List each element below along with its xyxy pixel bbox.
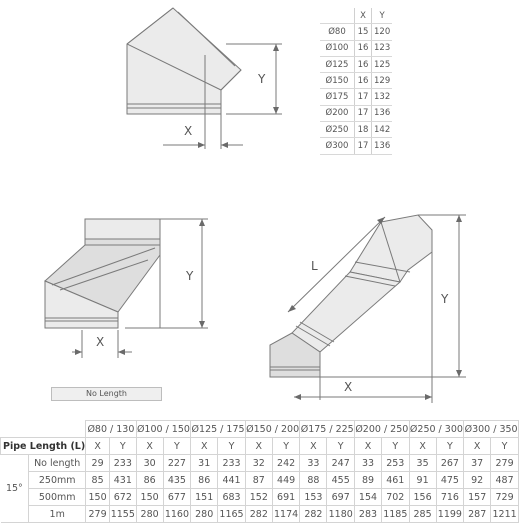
- length-label-cell: 500mm: [29, 489, 86, 506]
- x-value-cell: 86: [136, 472, 163, 489]
- table-row: [320, 24, 392, 40]
- table-header-row: [320, 8, 392, 24]
- table-row: [320, 122, 392, 138]
- x-value-cell: 30: [136, 455, 163, 472]
- table-row: [1, 489, 519, 506]
- x-cell: 17: [355, 138, 372, 154]
- y-cell: 125: [372, 56, 393, 72]
- x-header: X: [136, 438, 163, 455]
- y-value-cell: 1180: [327, 506, 355, 523]
- x-header: X: [355, 438, 382, 455]
- y-value-cell: 247: [327, 455, 355, 472]
- y-cell: 129: [372, 73, 393, 89]
- y-value-cell: 455: [327, 472, 355, 489]
- y-value-cell: 487: [491, 472, 519, 489]
- x-value-cell: 287: [464, 506, 491, 523]
- y-value-cell: 1211: [491, 506, 519, 523]
- top-x-label: X: [184, 124, 193, 138]
- x-cell: 16: [355, 56, 372, 72]
- blank-cell: [1, 421, 29, 438]
- header-size: [320, 8, 355, 24]
- size-header-row: [1, 421, 519, 438]
- no-length-label: No Length: [51, 387, 162, 401]
- size-header: Ø175 / 225: [300, 421, 355, 438]
- x-cell: 17: [355, 105, 372, 121]
- x-value-cell: 87: [245, 472, 272, 489]
- x-value-cell: 154: [355, 489, 382, 506]
- top-dim-y: [226, 44, 282, 114]
- y-value-cell: 431: [109, 472, 136, 489]
- middle-left-x-label: X: [96, 335, 105, 349]
- pipe-length-table-body: [1, 455, 519, 523]
- y-value-cell: 702: [381, 489, 409, 506]
- y-header: Y: [436, 438, 464, 455]
- xy-header-row: [1, 438, 519, 455]
- table-row: [320, 73, 392, 89]
- y-value-cell: 227: [163, 455, 191, 472]
- x-header: X: [300, 438, 327, 455]
- table-row: [320, 40, 392, 56]
- x-value-cell: 280: [136, 506, 163, 523]
- table-row: [320, 105, 392, 121]
- x-header: X: [409, 438, 436, 455]
- length-label-cell: No length: [29, 455, 86, 472]
- x-value-cell: 282: [300, 506, 327, 523]
- x-value-cell: 151: [191, 489, 218, 506]
- size-header: Ø125 / 175: [191, 421, 246, 438]
- size-header: Ø150 / 200: [245, 421, 300, 438]
- x-header: X: [245, 438, 272, 455]
- y-value-cell: 242: [272, 455, 300, 472]
- x-value-cell: 150: [136, 489, 163, 506]
- middle-right-x-label: X: [344, 380, 353, 394]
- size-header: Ø300 / 350: [464, 421, 519, 438]
- x-cell: 18: [355, 122, 372, 138]
- y-value-cell: 691: [272, 489, 300, 506]
- y-value-cell: 1165: [218, 506, 246, 523]
- pipe-length-header: Pipe Length (L): [1, 438, 86, 455]
- table-row: [1, 472, 519, 489]
- table-row: [320, 56, 392, 72]
- y-value-cell: 1160: [163, 506, 191, 523]
- size-cell: Ø200: [320, 105, 355, 121]
- x-value-cell: 33: [355, 455, 382, 472]
- y-value-cell: 279: [491, 455, 519, 472]
- x-value-cell: 85: [86, 472, 110, 489]
- size-header: Ø200 / 250: [355, 421, 410, 438]
- y-header: Y: [491, 438, 519, 455]
- y-header: Y: [381, 438, 409, 455]
- x-cell: 16: [355, 73, 372, 89]
- x-value-cell: 31: [191, 455, 218, 472]
- size-cell: Ø80: [320, 24, 355, 40]
- x-value-cell: 32: [245, 455, 272, 472]
- blank-cell: [29, 421, 86, 438]
- y-value-cell: 435: [163, 472, 191, 489]
- y-value-cell: 1185: [381, 506, 409, 523]
- x-value-cell: 283: [355, 506, 382, 523]
- x-cell: 15: [355, 24, 372, 40]
- header-y: Y: [372, 8, 393, 24]
- x-value-cell: 150: [86, 489, 110, 506]
- size-header: Ø80 / 130: [86, 421, 136, 438]
- y-value-cell: 683: [218, 489, 246, 506]
- y-value-cell: 1174: [272, 506, 300, 523]
- x-cell: 17: [355, 89, 372, 105]
- y-value-cell: 677: [163, 489, 191, 506]
- x-value-cell: 91: [409, 472, 436, 489]
- x-value-cell: 280: [191, 506, 218, 523]
- x-value-cell: 153: [300, 489, 327, 506]
- x-cell: 16: [355, 40, 372, 56]
- y-value-cell: 253: [381, 455, 409, 472]
- dimension-table-body: [320, 24, 392, 154]
- middle-right-y-label: Y: [441, 292, 449, 306]
- length-label-cell: 250mm: [29, 472, 86, 489]
- middle-right-l-label: L: [311, 259, 318, 273]
- length-label-cell: 1m: [29, 506, 86, 523]
- y-value-cell: 1199: [436, 506, 464, 523]
- x-header: X: [464, 438, 491, 455]
- y-header: Y: [272, 438, 300, 455]
- x-value-cell: 152: [245, 489, 272, 506]
- y-value-cell: 716: [436, 489, 464, 506]
- x-value-cell: 282: [245, 506, 272, 523]
- pipe-length-table: [0, 420, 519, 523]
- y-header: Y: [327, 438, 355, 455]
- middle-left-bend-drawing: [45, 219, 160, 328]
- x-value-cell: 92: [464, 472, 491, 489]
- y-value-cell: 475: [436, 472, 464, 489]
- y-cell: 136: [372, 105, 393, 121]
- y-value-cell: 729: [491, 489, 519, 506]
- x-value-cell: 89: [355, 472, 382, 489]
- top-y-label: Y: [258, 72, 266, 86]
- table-row: [320, 89, 392, 105]
- x-value-cell: 285: [409, 506, 436, 523]
- x-value-cell: 29: [86, 455, 110, 472]
- table-row: [1, 506, 519, 523]
- header-x: X: [355, 8, 372, 24]
- y-header: Y: [163, 438, 191, 455]
- y-value-cell: 233: [109, 455, 136, 472]
- angle-cell: 15°: [1, 455, 29, 523]
- middle-left-dim-x: [72, 330, 132, 358]
- size-cell: Ø300: [320, 138, 355, 154]
- x-header: X: [86, 438, 110, 455]
- x-value-cell: 86: [191, 472, 218, 489]
- x-value-cell: 37: [464, 455, 491, 472]
- y-cell: 136: [372, 138, 393, 154]
- y-cell: 132: [372, 89, 393, 105]
- top-dim-x: [163, 124, 243, 148]
- x-header: X: [191, 438, 218, 455]
- x-value-cell: 88: [300, 472, 327, 489]
- y-cell: 142: [372, 122, 393, 138]
- x-value-cell: 156: [409, 489, 436, 506]
- size-cell: Ø100: [320, 40, 355, 56]
- y-value-cell: 449: [272, 472, 300, 489]
- y-value-cell: 672: [109, 489, 136, 506]
- y-header: Y: [109, 438, 136, 455]
- size-cell: Ø250: [320, 122, 355, 138]
- y-value-cell: 697: [327, 489, 355, 506]
- y-value-cell: 233: [218, 455, 246, 472]
- table-row: [1, 455, 519, 472]
- table-row: [320, 138, 392, 154]
- size-header: Ø100 / 150: [136, 421, 191, 438]
- y-value-cell: 1155: [109, 506, 136, 523]
- y-cell: 120: [372, 24, 393, 40]
- size-cell: Ø125: [320, 56, 355, 72]
- x-value-cell: 279: [86, 506, 110, 523]
- y-value-cell: 441: [218, 472, 246, 489]
- x-value-cell: 157: [464, 489, 491, 506]
- y-value-cell: 461: [381, 472, 409, 489]
- y-value-cell: 267: [436, 455, 464, 472]
- dimension-table-45-degree: [320, 8, 392, 155]
- middle-left-y-label: Y: [186, 269, 194, 283]
- x-value-cell: 35: [409, 455, 436, 472]
- size-cell: Ø175: [320, 89, 355, 105]
- y-header: Y: [218, 438, 246, 455]
- x-value-cell: 33: [300, 455, 327, 472]
- size-header: Ø250 / 300: [409, 421, 464, 438]
- y-cell: 123: [372, 40, 393, 56]
- size-cell: Ø150: [320, 73, 355, 89]
